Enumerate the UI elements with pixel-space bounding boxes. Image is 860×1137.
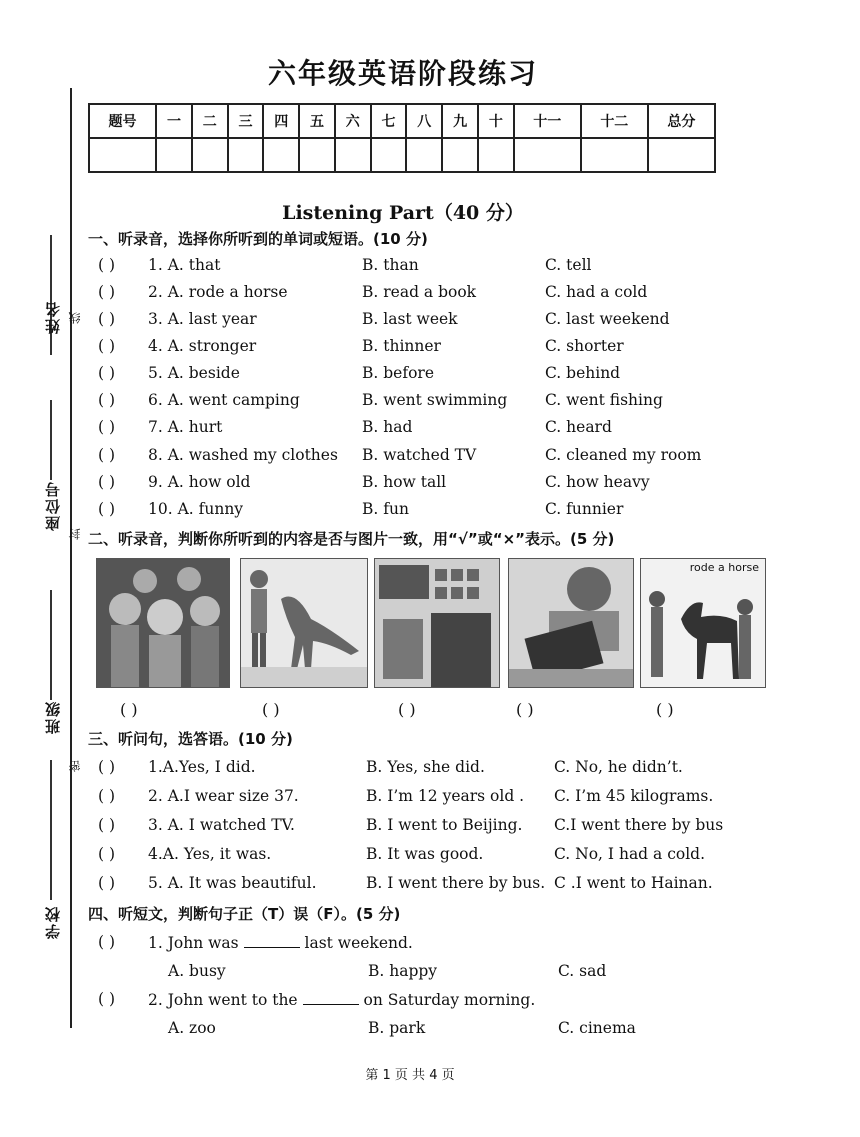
score-header-cell: 六 [335,104,371,138]
section1-item [0,364,860,388]
answer-paren: ( ) [516,700,534,719]
option-a: 4.A. Yes, it was. [148,845,272,863]
answer-paren: ( ) [98,337,116,355]
option-a: 10. A. funny [148,500,244,518]
picture-caption: rode a horse [689,561,759,574]
option-c: C. last weekend [545,310,670,328]
score-header-cell: 一 [156,104,192,138]
option-b: B. I went to Beijing. [366,816,523,834]
score-cell [442,138,478,172]
option-b: B. It was good. [366,845,484,863]
score-header-cell: 八 [406,104,442,138]
option-b: B. I’m 12 years old . [366,787,525,805]
mark-mi: 密 [68,760,82,772]
question-text [148,933,413,952]
option-b: B. had [362,418,413,436]
section2-title: 二、听录音，判断你所听到的内容是否与图片一致，用“√”或“×”表示。(5 分) [88,530,615,548]
score-header-cell: 十二 [581,104,648,138]
score-cell [406,138,442,172]
option-b: B. before [362,364,434,382]
option-b: B. how tall [362,473,447,491]
section3-item [0,787,860,811]
score-cell [371,138,407,172]
listening-heading: Listening Part（40 分） [282,202,524,224]
section1-item [0,256,860,280]
answer-paren: ( ) [98,446,116,464]
score-header-cell: 题号 [89,104,156,138]
answer-paren: ( ) [98,283,116,301]
answer-paren: ( ) [98,391,116,409]
option-c: C. went fishing [545,391,663,409]
class-blank [50,590,52,700]
answer-paren: ( ) [98,990,116,1008]
section1-item [0,473,860,497]
picture-children [96,558,230,688]
section3-title: 三、听问句，选答语。(10 分) [88,730,293,748]
page-footer: 第 1 页 共 4 页 [365,1068,455,1083]
option-a: 8. A. washed my clothes [148,446,338,464]
mark-xian: 线 [68,312,82,324]
answer-paren: ( ) [98,418,116,436]
option-c: C. shorter [545,337,624,355]
option-b: B. watched TV [362,446,477,464]
section4-options-1 [0,962,860,986]
option-a: 5. A. It was beautiful. [148,874,317,892]
question-text-before: 1. John was [148,934,239,952]
option-c: C. cleaned my room [545,446,702,464]
answer-paren: ( ) [98,845,116,863]
dinosaur-illustration [241,559,367,687]
seat-label: 座位号 [44,480,62,531]
question-text-before: 2. John went to the [148,991,298,1009]
option-b: B. happy [368,962,438,980]
question-text-after: on Saturday morning. [363,991,536,1009]
option-c: C. No, he didn’t. [554,758,683,776]
score-cell [228,138,264,172]
section3-item [0,816,860,840]
option-a: 3. A. I watched TV. [148,816,295,834]
option-a: 1.A.Yes, I did. [148,758,256,776]
picture-horse [640,558,766,688]
section3-item [0,874,860,898]
picture-boy-reading [508,558,634,688]
score-header-row [89,104,715,138]
question-text [148,990,535,1009]
score-cell [299,138,335,172]
option-a: 4. A. stronger [148,337,257,355]
score-value-row [89,138,715,172]
bedroom-illustration [375,559,499,687]
score-header-cell: 总分 [648,104,715,138]
section3-item [0,845,860,869]
section4-question-1 [0,933,860,957]
section3-item [0,758,860,782]
score-cell [478,138,514,172]
section1-item [0,500,860,524]
option-a: A. busy [168,962,226,980]
children-illustration [97,559,229,687]
option-c: C. tell [545,256,592,274]
answer-paren: ( ) [98,310,116,328]
option-c: C. I’m 45 kilograms. [554,787,714,805]
score-header-cell: 十一 [514,104,581,138]
question-text-after: last weekend. [304,934,413,952]
answer-paren: ( ) [98,758,116,776]
score-header-cell: 四 [263,104,299,138]
option-c: C. funnier [545,500,624,518]
option-b: B. than [362,256,419,274]
option-a: 3. A. last year [148,310,257,328]
section4-title: 四、听短文，判断句子正（T）误（F）。(5 分) [88,905,401,923]
mark-feng: 封 [68,528,82,540]
answer-paren: ( ) [656,700,674,719]
score-cell [263,138,299,172]
score-header-cell: 三 [228,104,264,138]
option-b: B. went swimming [362,391,508,409]
score-header-cell: 十 [478,104,514,138]
option-b: B. thinner [362,337,441,355]
score-cell [192,138,228,172]
school-label: 学校 [44,905,62,939]
option-b: B. last week [362,310,458,328]
answer-paren: ( ) [98,874,116,892]
option-b: B. fun [362,500,409,518]
score-header-cell: 七 [371,104,407,138]
score-cell [89,138,156,172]
answer-paren: ( ) [398,700,416,719]
option-b: B. read a book [362,283,477,301]
option-c: C .I went to Hainan. [554,874,713,892]
option-a: A. zoo [168,1019,216,1037]
option-a: 2. A.I wear size 37. [148,787,299,805]
answer-paren: ( ) [98,933,116,951]
answer-paren: ( ) [262,700,280,719]
option-a: 2. A. rode a horse [148,283,288,301]
score-header-cell: 五 [299,104,335,138]
option-c: C. behind [545,364,621,382]
option-b: B. Yes, she did. [366,758,485,776]
score-cell [335,138,371,172]
picture-bedroom [374,558,500,688]
section1-item [0,337,860,361]
section1-item [0,391,860,415]
section1-item [0,310,860,334]
name-label: 姓名 [44,300,62,334]
section1-item [0,446,860,470]
option-c: C. had a cold [545,283,648,301]
score-cell [581,138,648,172]
option-a: 1. A. that [148,256,221,274]
option-a: 9. A. how old [148,473,251,491]
score-table [88,103,716,173]
answer-paren: ( ) [98,816,116,834]
option-c: C.I went there by bus [554,816,724,834]
option-a: 7. A. hurt [148,418,223,436]
option-c: C. heard [545,418,612,436]
score-cell [514,138,581,172]
option-a: 5. A. beside [148,364,240,382]
score-header-cell: 九 [442,104,478,138]
score-cell [648,138,715,172]
option-b: B. park [368,1019,426,1037]
section1-item [0,283,860,307]
answer-paren: ( ) [98,500,116,518]
fill-blank [303,990,359,1005]
fill-blank [244,933,300,948]
option-b: B. I went there by bus. [366,874,546,892]
boy-reading-illustration [509,559,633,687]
horse-illustration [641,559,765,687]
score-cell [156,138,192,172]
option-c: C. No, I had a cold. [554,845,706,863]
option-c: C. how heavy [545,473,650,491]
page-title: 六年级英语阶段练习 [267,57,538,90]
picture-dinosaur [240,558,368,688]
section4-options-2 [0,1019,860,1043]
answer-paren: ( ) [98,787,116,805]
option-a: 6. A. went camping [148,391,300,409]
answer-paren: ( ) [120,700,138,719]
class-label: 班级 [44,700,62,734]
section1-item [0,418,860,442]
section4-question-2 [0,990,860,1014]
answer-paren: ( ) [98,473,116,491]
answer-paren: ( ) [98,364,116,382]
score-header-cell: 二 [192,104,228,138]
option-c: C. cinema [558,1019,636,1037]
option-c: C. sad [558,962,607,980]
section1-title: 一、听录音，选择你所听到的单词或短语。(10 分) [88,230,428,248]
answer-paren: ( ) [98,256,116,274]
